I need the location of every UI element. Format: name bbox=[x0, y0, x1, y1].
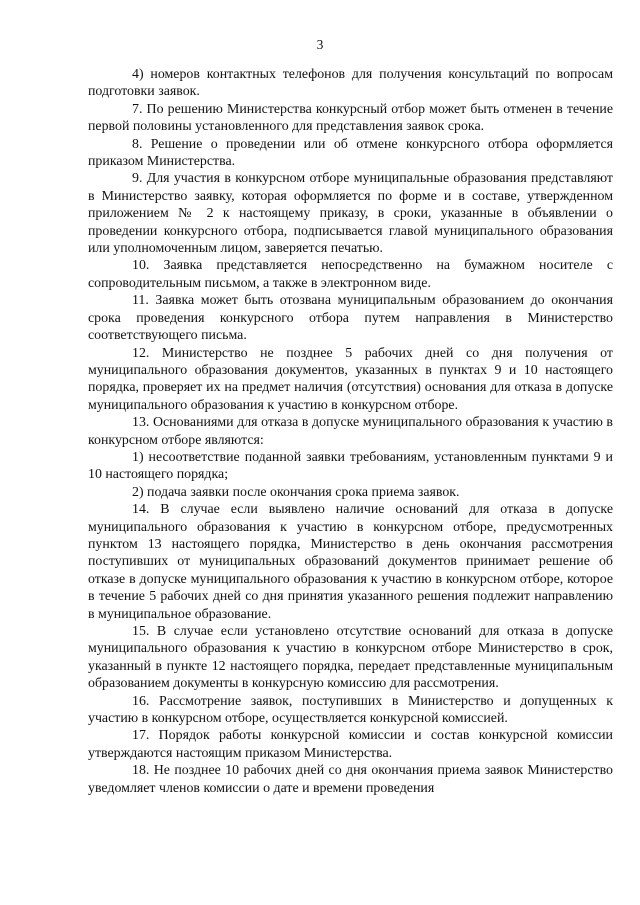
paragraph-12: 12. Министерство не позднее 5 рабочих дней со дня получения от муниципального образования документов, указанных в пунктах 9 и 10 настоящего порядка, проверяет их на предмет наличия (отсутствия) основания для отказа в допуске муниципального образования к участию в конкурсном отборе. bbox=[88, 345, 613, 413]
document-body bbox=[88, 66, 613, 797]
paragraph-13-item-1: 1) несоответствие поданной заявки требованиям, установленным пунктами 9 и 10 настоящего порядка; bbox=[88, 449, 613, 483]
paragraph-18: 18. Не позднее 10 рабочих дней со дня окончания приема заявок Министерство уведомляет членов комиссии о дате и времени проведения bbox=[88, 763, 613, 796]
page-number: 3 bbox=[316, 37, 324, 52]
paragraph-17: 17. Порядок работы конкурсной комиссии и состав конкурсной комиссии утверждаются настоящим приказом Министерства. bbox=[88, 728, 613, 761]
paragraph-9: 9. Для участия в конкурсном отборе муниципальные образования представляют в Министерство заявку, которая оформляется по форме и в составе, утвержденном приложением № 2 к настоящему приказу, в сроки, указанные в объявлении о проведении конкурсного отбора, подписывается главой муниципального образования или уполномоченным лицом, заверяется печатью. bbox=[88, 171, 613, 257]
paragraph-11: 11. Заявка может быть отозвана муниципальным образованием до окончания срока проведения конкурсного отбора путем направления в Министерство соответствующего письма. bbox=[88, 293, 613, 344]
paragraph-10: 10. Заявка представляется непосредственно на бумажном носителе с сопроводительным письмом, а также в электронном виде. bbox=[88, 258, 613, 291]
paragraph-4-contacts: 4) номеров контактных телефонов для получения консультаций по вопросам подготовки заявок. bbox=[88, 67, 613, 100]
paragraph-13-item-2: 2) подача заявки после окончания срока приема заявок. bbox=[132, 484, 460, 500]
paragraph-15: 15. В случае если установлено отсутствие оснований для отказа в допуске муниципального образования к участию в конкурсном отборе Министерство в срок, указанный в пункте 12 настоящего порядка, передает представленные муниципальным образованием документы в конкурсную комиссию для рассмотрения. bbox=[88, 624, 613, 692]
paragraph-14: 14. В случае если выявлено наличие оснований для отказа в допуске муниципального образования к участию в конкурсном отборе, предусмотренных пунктом 13 настоящего порядка, Министерство в день окончания рассмотрения поступивших от муниципальных образований документов принимает решение об отказе в допуске муниципального образования к участию в конкурсном отборе, которое в течение 5 рабочих дней со дня принятия указанного решения подлежит направлению в муниципальное образование. bbox=[88, 502, 613, 622]
paragraph-8: 8. Решение о проведении или об отмене конкурсного отбора оформляется приказом Министерства. bbox=[88, 136, 613, 170]
paragraph-7: 7. По решению Министерства конкурсный отбор может быть отменен в течение первой половины установленного для представления заявок срока. bbox=[88, 101, 613, 135]
paragraph-13: 13. Основаниями для отказа в допуске муниципального образования к участию в конкурсном отборе являются: bbox=[88, 415, 613, 448]
paragraph-16: 16. Рассмотрение заявок, поступивших в Министерство и допущенных к участию в конкурсном отборе, осуществляется конкурсной комиссией. bbox=[88, 693, 613, 727]
